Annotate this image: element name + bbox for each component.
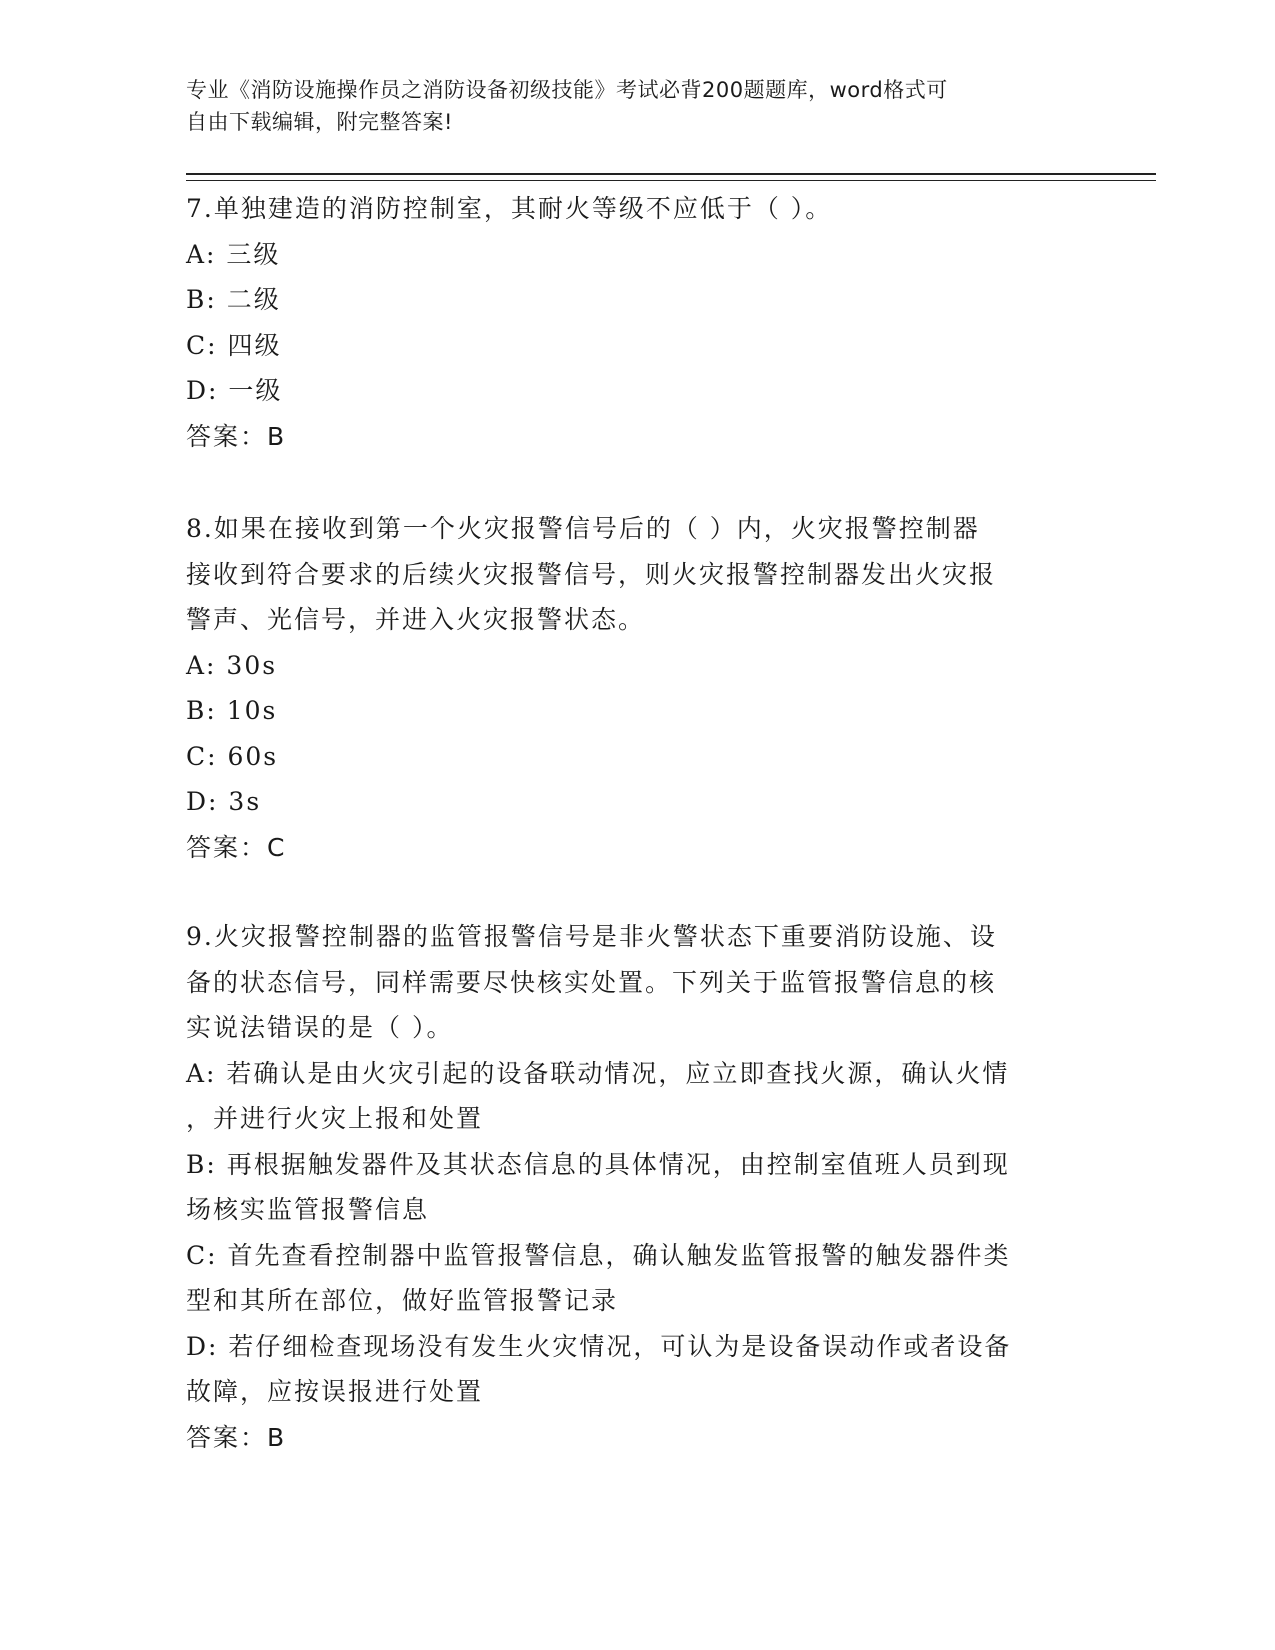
answer: 答案：C	[186, 832, 287, 862]
option-d-line-2: 故障，应按误报进行处置	[186, 1377, 484, 1406]
question-stem-line-3: 警声、光信号，并进入火灾报警状态。	[186, 605, 646, 634]
option-a	[186, 1051, 1086, 1142]
question-9	[186, 914, 1086, 1460]
option-c-line-2: 型和其所在部位，做好监管报警记录	[186, 1286, 619, 1315]
question-stem-line-3: 实说法错误的是（ ）。	[186, 1013, 454, 1042]
option-a: A: 三级	[186, 239, 281, 269]
option-b: B: 二级	[186, 285, 281, 314]
option-d: D: 一级	[186, 376, 283, 405]
option-d: D: 3s	[186, 787, 262, 816]
option-b	[186, 1142, 1086, 1233]
option-b-line-2: 场核实监管报警信息	[186, 1195, 430, 1224]
header-line-1: 专业《消防设施操作员之消防设备初级技能》考试必背200题题库，word格式可	[186, 78, 948, 102]
option-d	[186, 1324, 1086, 1415]
question-stem-line-1: 9.火灾报警控制器的监管报警信号是非火警状态下重要消防设施、设	[186, 922, 997, 951]
question-stem-line-2: 接收到符合要求的后续火灾报警信号，则火灾报警控制器发出火灾报	[186, 559, 997, 589]
option-c-line-1: C: 首先查看控制器中监管报警信息，确认触发监管报警的触发器件类	[186, 1240, 1011, 1270]
option-c: C: 60s	[186, 741, 279, 771]
question-stem-line-2: 备的状态信号，同样需要尽快核实处置。下列关于监管报警信息的核	[186, 967, 997, 997]
question-8	[186, 506, 1086, 870]
question-7	[186, 186, 1086, 459]
option-b-line-1: B: 再根据触发器件及其状态信息的具体情况，由控制室值班人员到现	[186, 1149, 1010, 1179]
document-header	[186, 74, 1086, 138]
header-divider-thin	[186, 180, 1156, 181]
option-c: C: 四级	[186, 330, 282, 360]
answer: 答案：B	[186, 1422, 287, 1452]
option-a-line-1: A: 若确认是由火灾引起的设备联动情况，应立即查找火源，确认火情	[186, 1058, 1010, 1088]
question-stem: 7.单独建造的消防控制室，其耐火等级不应低于（ ）。	[186, 194, 833, 223]
option-a-line-2: ，并进行火灾上报和处置	[186, 1104, 484, 1133]
option-b: B: 10s	[186, 696, 278, 725]
option-c	[186, 1233, 1086, 1324]
answer: 答案：B	[186, 421, 287, 451]
header-divider-thick	[186, 173, 1156, 175]
option-d-line-1: D: 若仔细检查现场没有发生火灾情况，可认为是设备误动作或者设备	[186, 1331, 1012, 1361]
header-line-2: 自由下载编辑，附完整答案!	[186, 110, 453, 134]
option-a: A: 30s	[186, 650, 278, 680]
question-stem-line-1: 8.如果在接收到第一个火灾报警信号后的（ ）内，火灾报警控制器	[186, 514, 980, 543]
